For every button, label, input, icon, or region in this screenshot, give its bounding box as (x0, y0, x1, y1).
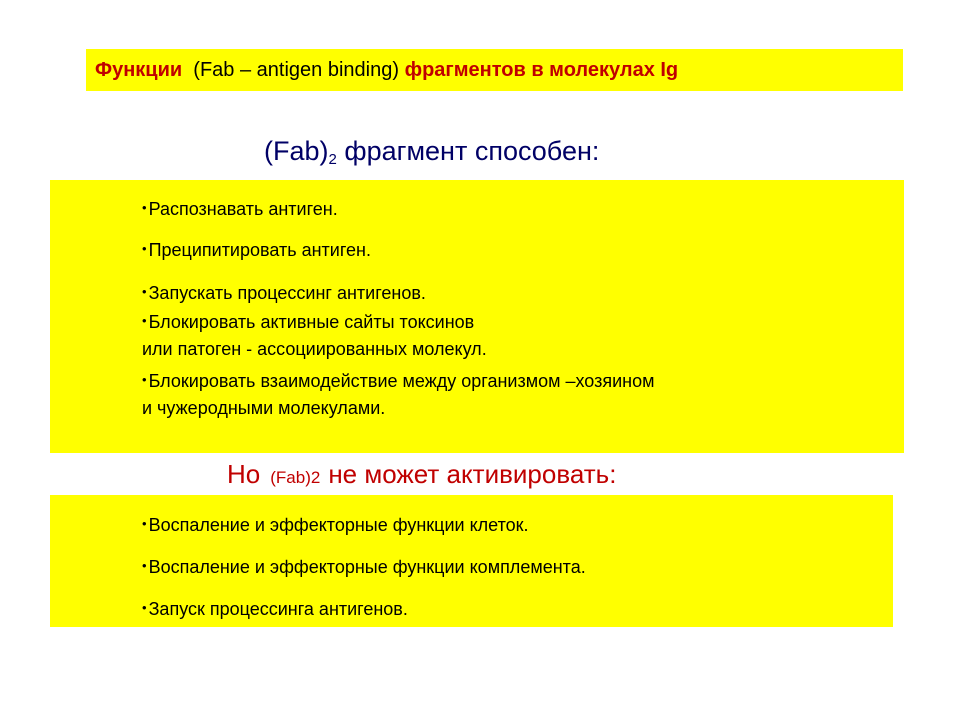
bullet-icon: • (142, 372, 147, 387)
bullet-icon: • (142, 284, 147, 299)
subtitle-cannot-fab: (Fab)2 (270, 468, 321, 487)
list-item: • Блокировать активные сайты токсинов или патоген - ассоциированных молекул. (142, 312, 487, 359)
bullet-icon: • (142, 600, 147, 615)
subtitle-can-subscript: 2 (328, 151, 337, 168)
list-item: • Воспаление и эффекторные функции клеток. (142, 515, 529, 535)
title-part-fragments: фрагментов в молекулах Ig (404, 58, 679, 81)
cannot-list-box (50, 495, 893, 627)
subtitle-cannot-but: Но (227, 459, 261, 489)
list-item: • Блокировать взаимодействие между организмом –хозяином и чужеродными молекулами. (142, 371, 655, 418)
list-item: • Воспаление и эффекторные функции комплемента. (142, 557, 586, 577)
subtitle-cannot-text: не может активировать: (328, 459, 617, 489)
can-list-box (50, 180, 904, 453)
bullet-icon: • (142, 558, 147, 573)
list-item: • Запуск процессинга антигенов. (142, 599, 408, 619)
title-part-fab: (Fab – antigen binding) (193, 58, 399, 81)
bullet-icon: • (142, 516, 147, 531)
list-item: • Распознавать антиген. (142, 199, 338, 219)
title-part-functions: Функции (95, 58, 183, 81)
subtitle-can-text: фрагмент способен: (344, 136, 600, 166)
list-item: • Запускать процессинг антигенов. (142, 283, 426, 303)
slide-title (86, 49, 903, 91)
list-item: • Преципитировать антиген. (142, 240, 371, 260)
subtitle-can (264, 136, 599, 168)
subtitle-can-prefix: (Fab) (264, 136, 329, 166)
bullet-icon: • (142, 313, 147, 328)
bullet-icon: • (142, 200, 147, 215)
subtitle-cannot (227, 459, 616, 490)
bullet-icon: • (142, 241, 147, 256)
